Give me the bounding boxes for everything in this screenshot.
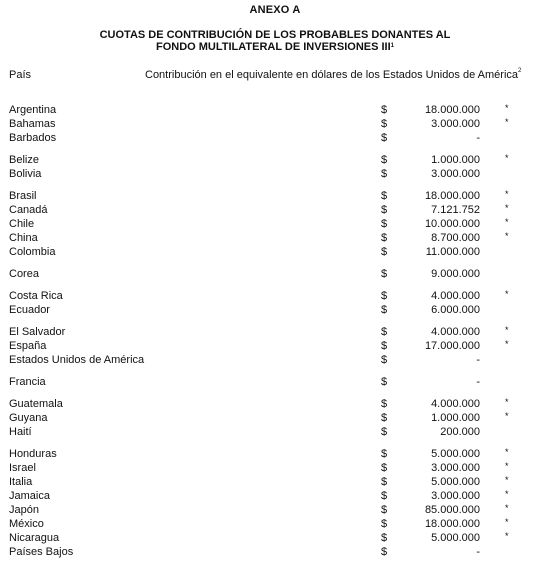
country-column-header: País <box>9 69 32 81</box>
confirmation-mark: * <box>505 447 509 457</box>
contribution-amount: 4.000.000 <box>431 326 480 338</box>
country-name: China <box>9 232 38 244</box>
country-name: El Salvador <box>9 326 66 338</box>
table-row <box>0 231 550 245</box>
table-row <box>0 303 550 317</box>
currency-symbol: $ <box>381 340 388 352</box>
country-name: Israel <box>9 462 36 474</box>
contribution-amount: 18.000.000 <box>424 190 480 202</box>
table-row <box>0 397 550 411</box>
table-row <box>0 489 550 503</box>
table-row <box>0 189 550 203</box>
title-footnote-marker: 1 <box>390 43 395 49</box>
contribution-amount: 17.000.000 <box>424 340 480 352</box>
country-name: Haití <box>9 426 32 438</box>
currency-symbol: $ <box>381 168 388 180</box>
country-name: Países Bajos <box>9 546 74 558</box>
confirmation-mark: * <box>505 489 509 499</box>
contribution-amount: 7.121.752 <box>431 204 480 216</box>
confirmation-mark: * <box>505 397 509 407</box>
table-row <box>0 425 550 439</box>
country-name: Ecuador <box>9 304 50 316</box>
contribution-amount: 18.000.000 <box>424 104 480 116</box>
contribution-amount: - <box>476 132 480 144</box>
document-title-line-1: CUOTAS DE CONTRIBUCIÓN DE LOS PROBABLES DONANTES AL <box>99 29 451 41</box>
country-name: Guatemala <box>9 398 63 410</box>
currency-symbol: $ <box>381 426 388 438</box>
table-row <box>0 353 550 367</box>
contribution-amount: 3.000.000 <box>431 490 480 502</box>
country-name: Corea <box>9 268 39 280</box>
currency-symbol: $ <box>381 504 388 516</box>
table-row <box>0 447 550 461</box>
confirmation-mark: * <box>505 461 509 471</box>
country-name: Barbados <box>9 132 57 144</box>
confirmation-mark: * <box>505 153 509 163</box>
contribution-amount: 18.000.000 <box>424 518 480 530</box>
currency-symbol: $ <box>381 104 388 116</box>
table-row <box>0 531 550 545</box>
country-name: Brasil <box>9 190 37 202</box>
contribution-column-header <box>145 69 521 81</box>
contribution-amount: 5.000.000 <box>431 448 480 460</box>
country-name: Bolivia <box>9 168 42 180</box>
country-name: Estados Unidos de América <box>9 354 145 366</box>
table-row <box>0 411 550 425</box>
table-row <box>0 325 550 339</box>
table-row <box>0 375 550 389</box>
confirmation-mark: * <box>505 231 509 241</box>
contribution-amount: 10.000.000 <box>424 218 480 230</box>
table-row <box>0 167 550 181</box>
table-row <box>0 289 550 303</box>
currency-symbol: $ <box>381 448 388 460</box>
confirmation-mark: * <box>505 203 509 213</box>
country-name: Canadá <box>9 204 48 216</box>
currency-symbol: $ <box>381 532 388 544</box>
currency-symbol: $ <box>381 154 388 166</box>
currency-symbol: $ <box>381 246 388 258</box>
confirmation-mark: * <box>505 189 509 199</box>
country-name: Argentina <box>9 104 57 116</box>
table-row <box>0 339 550 353</box>
confirmation-mark: * <box>505 289 509 299</box>
currency-symbol: $ <box>381 476 388 488</box>
contribution-amount: - <box>476 376 480 388</box>
country-name: Nicaragua <box>9 532 60 544</box>
contribution-amount: 5.000.000 <box>431 476 480 488</box>
contribution-amount: 6.000.000 <box>431 304 480 316</box>
table-row <box>0 461 550 475</box>
table-row <box>0 203 550 217</box>
contribution-amount: 5.000.000 <box>431 532 480 544</box>
document-title-line-2-text: FONDO MULTILATERAL DE INVERSIONES III <box>155 41 391 53</box>
confirmation-mark: * <box>505 103 509 113</box>
currency-symbol: $ <box>381 204 388 216</box>
contribution-amount: 200.000 <box>440 426 480 438</box>
currency-symbol: $ <box>381 268 388 280</box>
country-name: México <box>9 518 44 530</box>
confirmation-mark: * <box>505 411 509 421</box>
country-name: Bahamas <box>9 118 56 130</box>
contribution-footnote-marker: 2 <box>518 68 522 74</box>
country-name: Italia <box>9 476 33 488</box>
currency-symbol: $ <box>381 326 388 338</box>
table-row <box>0 475 550 489</box>
currency-symbol: $ <box>381 398 388 410</box>
country-name: España <box>9 340 47 352</box>
table-row <box>0 131 550 145</box>
country-name: Francia <box>9 376 46 388</box>
currency-symbol: $ <box>381 354 388 366</box>
contribution-amount: 3.000.000 <box>431 462 480 474</box>
country-name: Honduras <box>9 448 57 460</box>
contribution-amount: 4.000.000 <box>431 398 480 410</box>
country-name: Guyana <box>9 412 48 424</box>
currency-symbol: $ <box>381 218 388 230</box>
currency-symbol: $ <box>381 490 388 502</box>
table-row <box>0 153 550 167</box>
table-row <box>0 267 550 281</box>
contribution-amount: - <box>476 546 480 558</box>
country-name: Chile <box>9 218 35 230</box>
table-row <box>0 503 550 517</box>
annex-label: ANEXO A <box>249 4 301 16</box>
table-row <box>0 117 550 131</box>
confirmation-mark: * <box>505 217 509 227</box>
table-row <box>0 245 550 259</box>
contribution-column-header-text: Contribución en el equivalente en dólares de los Estados Unidos de América <box>145 69 519 81</box>
table-row <box>0 217 550 231</box>
contribution-amount: - <box>476 354 480 366</box>
currency-symbol: $ <box>381 462 388 474</box>
currency-symbol: $ <box>381 518 388 530</box>
confirmation-mark: * <box>505 531 509 541</box>
country-name: Belize <box>9 154 39 166</box>
currency-symbol: $ <box>381 190 388 202</box>
table-row <box>0 545 550 559</box>
contribution-amount: 85.000.000 <box>424 504 480 516</box>
contribution-amount: 1.000.000 <box>431 412 480 424</box>
country-name: Costa Rica <box>9 290 63 302</box>
country-name: Jamaica <box>9 490 50 502</box>
currency-symbol: $ <box>381 412 388 424</box>
currency-symbol: $ <box>381 376 388 388</box>
table-row <box>0 103 550 117</box>
contribution-amount: 8.700.000 <box>431 232 480 244</box>
contribution-amount: 1.000.000 <box>431 154 480 166</box>
contribution-amount: 4.000.000 <box>431 290 480 302</box>
currency-symbol: $ <box>381 304 388 316</box>
confirmation-mark: * <box>505 117 509 127</box>
currency-symbol: $ <box>381 132 388 144</box>
contribution-amount: 11.000.000 <box>425 246 480 258</box>
confirmation-mark: * <box>505 339 509 349</box>
currency-symbol: $ <box>381 290 388 302</box>
contribution-amount: 3.000.000 <box>431 118 480 130</box>
currency-symbol: $ <box>381 546 388 558</box>
contribution-amount: 3.000.000 <box>431 168 480 180</box>
confirmation-mark: * <box>505 475 509 485</box>
currency-symbol: $ <box>381 118 388 130</box>
country-name: Colombia <box>9 246 56 258</box>
confirmation-mark: * <box>505 503 509 513</box>
confirmation-mark: * <box>505 517 509 527</box>
country-name: Japón <box>9 504 39 516</box>
contribution-amount: 9.000.000 <box>431 268 480 280</box>
currency-symbol: $ <box>381 232 388 244</box>
table-row <box>0 517 550 531</box>
document-title-line-2 <box>0 41 550 53</box>
confirmation-mark: * <box>505 325 509 335</box>
